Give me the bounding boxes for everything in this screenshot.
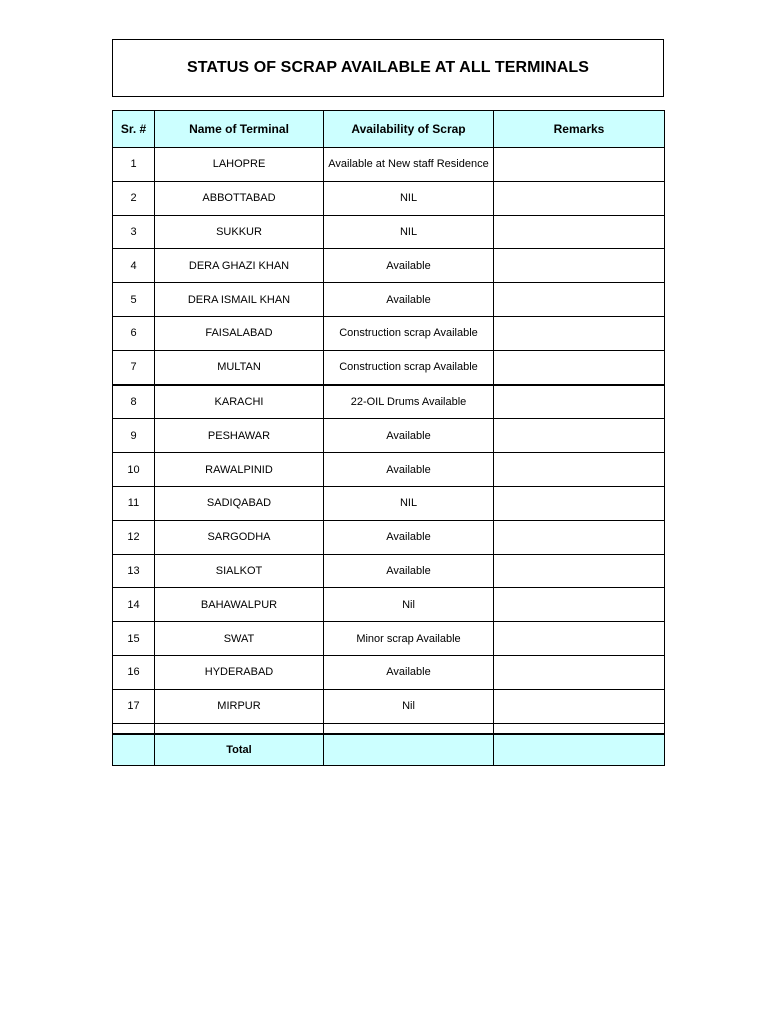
row-availability: Available [324,419,494,453]
header-sr: Sr. # [113,111,155,148]
row-remarks [494,622,665,656]
row-terminal-name: FAISALABAD [155,316,324,350]
title-box [112,39,664,97]
header-availability: Availability of Scrap [324,111,494,148]
row-remarks [494,588,665,622]
row-sr-cell: 8 [113,385,155,419]
row-remarks [494,655,665,689]
row-remarks [494,486,665,520]
row-availability: NIL [324,181,494,215]
row-sr-cell: 4 [113,249,155,283]
row-remarks [494,148,665,182]
row-availability: Available [324,249,494,283]
table-body [113,148,665,734]
row-terminal-name: LAHOPRE [155,148,324,182]
table-row [113,520,665,554]
row-availability: 22-OIL Drums Available [324,385,494,419]
total-label: Total [155,734,324,766]
row-availability: Available [324,655,494,689]
row-remarks [494,554,665,588]
row-availability: NIL [324,486,494,520]
spacer-row [113,723,665,734]
row-sr-cell: 14 [113,588,155,622]
row-remarks [494,316,665,350]
row-sr-cell: 12 [113,520,155,554]
row-availability: Construction scrap Available [324,316,494,350]
row-sr-cell: 7 [113,350,155,384]
row-sr-cell: 17 [113,689,155,723]
row-sr-cell: 13 [113,554,155,588]
table-row [113,215,665,249]
row-sr-cell: 1 [113,148,155,182]
row-sr-cell: 2 [113,181,155,215]
header-row [113,111,665,148]
row-availability: Available [324,283,494,317]
row-availability: Nil [324,588,494,622]
header-remarks: Remarks [494,111,665,148]
row-sr-cell: 15 [113,622,155,656]
row-sr-cell: 5 [113,283,155,317]
row-terminal-name: HYDERABAD [155,655,324,689]
total-remarks-cell [494,734,665,766]
row-remarks [494,283,665,317]
row-sr-cell: 6 [113,316,155,350]
row-remarks [494,215,665,249]
table-row [113,181,665,215]
table-row [113,588,665,622]
row-availability: Available at New staff Residence [324,148,494,182]
row-remarks [494,249,665,283]
row-sr-cell: 9 [113,419,155,453]
row-terminal-name: RAWALPINID [155,453,324,487]
row-availability: Available [324,554,494,588]
total-sr-cell [113,734,155,766]
table-row [113,385,665,419]
row-sr-cell: 16 [113,655,155,689]
table-row [113,655,665,689]
total-row [113,734,665,766]
row-terminal-name: PESHAWAR [155,419,324,453]
row-terminal-name: MIRPUR [155,689,324,723]
table-row [113,249,665,283]
row-remarks [494,453,665,487]
row-sr-cell: 10 [113,453,155,487]
table-row [113,486,665,520]
row-terminal-name: DERA GHAZI KHAN [155,249,324,283]
scrap-status-table [112,110,665,766]
row-terminal-name: KARACHI [155,385,324,419]
total-availability-cell [324,734,494,766]
row-availability: Minor scrap Available [324,622,494,656]
row-terminal-name: ABBOTTABAD [155,181,324,215]
table-row [113,453,665,487]
table-row [113,148,665,182]
row-availability: Nil [324,689,494,723]
row-terminal-name: SIALKOT [155,554,324,588]
row-availability: Available [324,453,494,487]
row-availability: Construction scrap Available [324,350,494,384]
row-remarks [494,385,665,419]
row-availability: Available [324,520,494,554]
row-terminal-name: MULTAN [155,350,324,384]
row-availability: NIL [324,215,494,249]
row-terminal-name: SWAT [155,622,324,656]
row-remarks [494,181,665,215]
header-terminal-name: Name of Terminal [155,111,324,148]
row-remarks [494,350,665,384]
table-row [113,350,665,384]
table-row [113,622,665,656]
row-terminal-name: BAHAWALPUR [155,588,324,622]
row-terminal-name: DERA ISMAIL KHAN [155,283,324,317]
row-terminal-name: SUKKUR [155,215,324,249]
table-row [113,283,665,317]
row-remarks [494,689,665,723]
table-row [113,316,665,350]
row-remarks [494,419,665,453]
table-row [113,554,665,588]
document-title: STATUS OF SCRAP AVAILABLE AT ALL TERMINALS [186,59,590,76]
row-sr-cell: 11 [113,486,155,520]
table-row [113,689,665,723]
row-remarks [494,520,665,554]
row-terminal-name: SARGODHA [155,520,324,554]
table-row [113,419,665,453]
row-sr-cell: 3 [113,215,155,249]
row-terminal-name: SADIQABAD [155,486,324,520]
